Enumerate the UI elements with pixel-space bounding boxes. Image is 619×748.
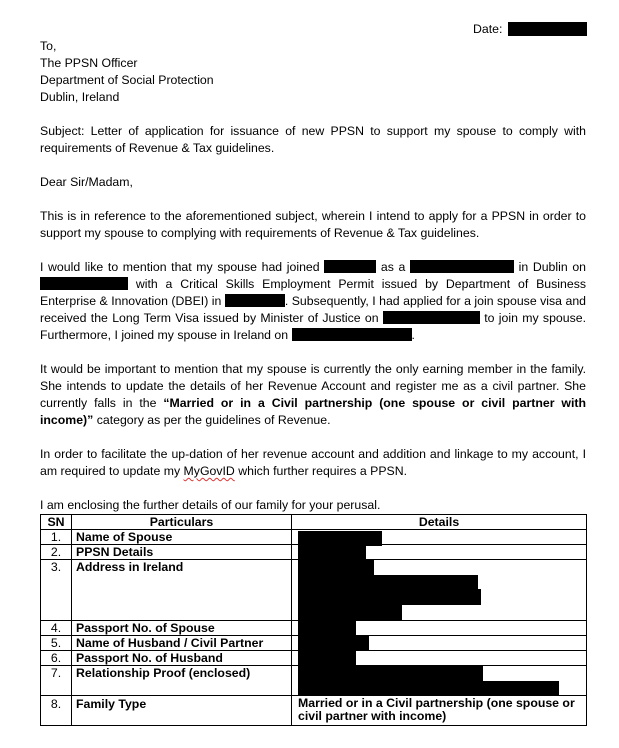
para4-text-2: which further requires a PPSN. (238, 464, 408, 478)
table-row (41, 666, 587, 696)
redaction-box (298, 560, 374, 576)
row-detail: Married or in a Civil partnership (one spouse or civil partner with income) (292, 696, 587, 726)
para3-text-2: category as per the guidelines of Revenue. (96, 413, 331, 427)
redaction-box (298, 636, 369, 651)
intro-paragraph: This is in reference to the aforementioned subject, wherein I intend to apply for a PPSN in order to support my spouse to complying with requirements of Revenue & Tax guidelines. (40, 209, 586, 240)
redaction-box (298, 651, 356, 666)
row-detail (292, 545, 587, 560)
para2-text-5: . Subsequently, I had applied for a join spouse visa and received the Long Term Visa issued by Minister of Justice on (40, 294, 586, 325)
row-sn: 1. (41, 530, 72, 545)
redaction-box (225, 294, 285, 307)
row-detail (292, 530, 587, 545)
redaction-box (298, 604, 402, 620)
para2-text-1: I would like to mention that my spouse had joined (40, 260, 320, 274)
revenue-paragraph (40, 361, 586, 429)
table-header-row (41, 515, 587, 530)
address-line-2: Department of Social Protection (40, 73, 214, 87)
mygovid-word: MyGovID (183, 464, 235, 478)
row-particular: Passport No. of Spouse (72, 621, 292, 636)
para2-text-2: as a (380, 260, 406, 274)
redaction-box (298, 681, 559, 695)
date-line (473, 22, 587, 37)
row-particular: Address in Ireland (72, 560, 292, 621)
row-particular: Relationship Proof (enclosed) (72, 666, 292, 696)
table-row (41, 545, 587, 560)
row-sn: 5. (41, 636, 72, 651)
row-detail (292, 560, 587, 621)
row-particular: Name of Spouse (72, 530, 292, 545)
address-to: To, (40, 39, 57, 53)
row-detail (292, 651, 587, 666)
redaction-box (298, 621, 356, 636)
table-row (41, 651, 587, 666)
para2-text-7: . (411, 328, 415, 342)
redaction-box (298, 666, 483, 682)
redaction-box (298, 589, 481, 605)
redaction-box (298, 545, 366, 560)
row-particular: Passport No. of Husband (72, 651, 292, 666)
address-line-1: The PPSN Officer (40, 56, 138, 70)
row-particular: Name of Husband / Civil Partner (72, 636, 292, 651)
table-row (41, 560, 587, 621)
row-sn: 6. (41, 651, 72, 666)
redaction-box (40, 277, 128, 290)
address-line-3: Dublin, Ireland (40, 90, 120, 104)
row-sn: 8. (41, 696, 72, 726)
row-sn: 4. (41, 621, 72, 636)
redaction-box (324, 260, 376, 273)
salutation: Dear Sir/Madam, (40, 175, 133, 189)
row-detail (292, 666, 587, 696)
para2-text-6: to join my spouse. Furthermore, I joined my spouse in Ireland on (40, 311, 586, 342)
employment-paragraph (40, 259, 586, 344)
redaction-box (508, 22, 587, 36)
redaction-box (298, 575, 478, 590)
family-type-quote: “Married or in a Civil partnership (one spouse or civil partner with income)” (40, 396, 587, 427)
para4-text-1: In order to facilitate the up-dation of her revenue account and addition and linkage to my account, I am required to update my (40, 447, 586, 478)
row-particular: Family Type (72, 696, 292, 726)
table-row (41, 696, 587, 726)
enclosing-line: I am enclosing the further details of our family for your perusal. (40, 498, 381, 512)
redaction-box (383, 311, 480, 324)
row-detail (292, 621, 587, 636)
date-label: Date: (473, 22, 503, 36)
row-sn: 2. (41, 545, 72, 560)
para3-text-1: It would be important to mention that my spouse is currently the only earning member in the family. She intends to update the details of her Revenue Account and register me as a civil partner. She currently falls in the (40, 362, 586, 410)
table-row (41, 636, 587, 651)
row-sn: 7. (41, 666, 72, 696)
mygovid-paragraph (40, 446, 586, 480)
redaction-box (292, 328, 412, 341)
family-details-table (40, 514, 587, 726)
row-detail (292, 636, 587, 651)
header-details: Details (292, 515, 587, 530)
header-particulars: Particulars (72, 515, 292, 530)
subject-paragraph: Subject: Letter of application for issuance of new PPSN to support my spouse to comply with requirements of Revenue & Tax guidelines. (40, 124, 586, 155)
redaction-box (410, 260, 514, 273)
para2-text-4: with a Critical Skills Employment Permit issued by Department of Business Enterprise & Innovation (DBEI) in (40, 277, 586, 308)
table-row (41, 530, 587, 545)
header-sn: SN (41, 515, 72, 530)
para2-text-3: in Dublin on (518, 260, 587, 274)
row-sn: 3. (41, 560, 72, 621)
row-particular: PPSN Details (72, 545, 292, 560)
table-row (41, 621, 587, 636)
